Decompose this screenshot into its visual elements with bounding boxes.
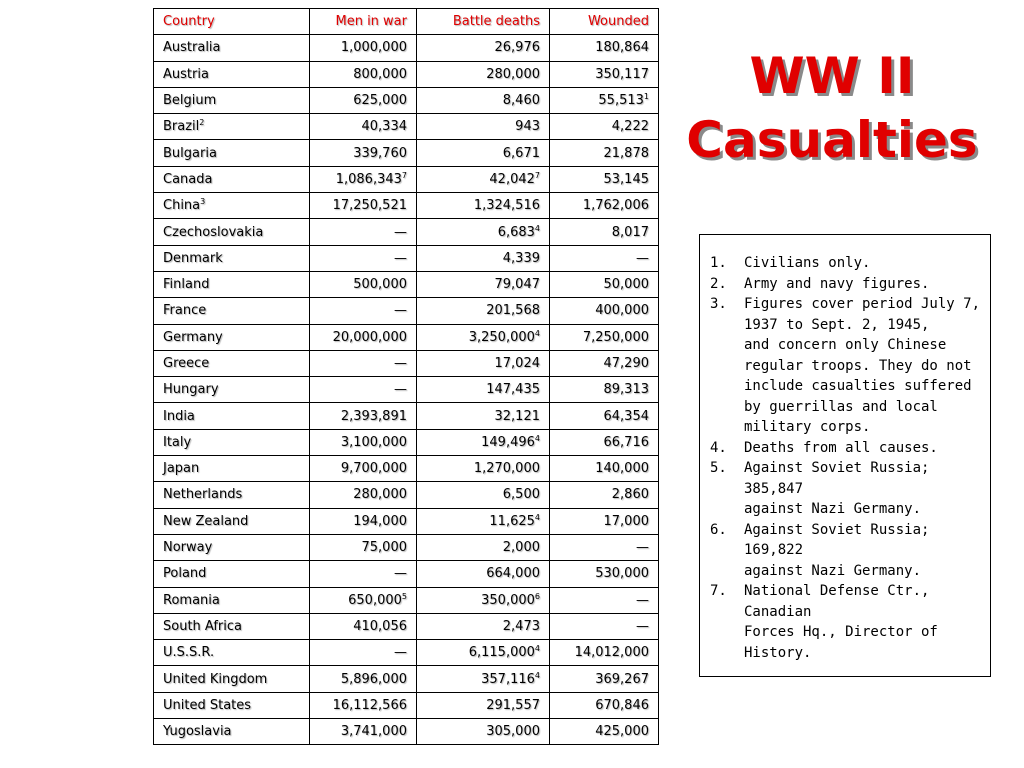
country-cell (154, 87, 310, 113)
men-in-war-cell (310, 61, 417, 87)
footnote-number: 7. (710, 583, 727, 599)
men-in-war-cell-value: 410,056 (353, 618, 407, 634)
wounded-cell-value: 530,000 (595, 566, 649, 582)
footnote-number: 3. (710, 296, 727, 312)
battle-deaths-cell-value: 147,435 (486, 382, 540, 398)
wounded-cell-value: 180,864 (595, 40, 649, 56)
men-in-war-cell (310, 587, 417, 613)
battle-deaths-cell-value: 4,339 (502, 250, 540, 266)
men-in-war-cell (310, 114, 417, 140)
battle-deaths-cell (417, 403, 550, 429)
men-in-war-cell (310, 613, 417, 639)
wounded-cell-value: 140,000 (595, 461, 649, 477)
footnote-number: 5. (710, 460, 727, 476)
wounded-cell-value: 7,250,000 (582, 329, 649, 345)
footnote-marker: 4 (534, 328, 540, 338)
men-in-war-cell (310, 166, 417, 192)
table-row (154, 87, 659, 113)
men-in-war-cell (310, 403, 417, 429)
battle-deaths-cell (417, 692, 550, 718)
country-cell-value: Japan (163, 461, 200, 477)
battle-deaths-cell (417, 298, 550, 324)
footnote-text: Army and navy figures. (744, 275, 930, 292)
men-in-war-cell-value: 800,000 (353, 66, 407, 82)
men-in-war-cell (310, 666, 417, 692)
men-in-war-cell-value: — (394, 566, 407, 582)
men-in-war-cell (310, 35, 417, 61)
men-in-war-cell (310, 193, 417, 219)
table-row (154, 666, 659, 692)
table-row (154, 534, 659, 560)
battle-deaths-cell-value: 32,121 (494, 408, 540, 424)
country-cell-value: Finland (163, 277, 210, 293)
battle-deaths-cell (417, 245, 550, 271)
table-header-row (154, 9, 659, 35)
footnote-text: Against Soviet Russia; 385,847 against Nazi Germany. (744, 460, 930, 517)
battle-deaths-cell (417, 350, 550, 376)
men-in-war-cell-value: 339,760 (353, 145, 407, 161)
battle-deaths-cell-value: 26,976 (494, 40, 540, 56)
country-cell-value: Netherlands (163, 487, 243, 503)
table-row (154, 719, 659, 745)
men-in-war-cell (310, 140, 417, 166)
battle-deaths-cell-value: 350,000 (481, 592, 535, 608)
battle-deaths-cell-value: 291,557 (486, 697, 540, 713)
men-in-war-cell (310, 429, 417, 455)
table-row (154, 114, 659, 140)
battle-deaths-cell (417, 640, 550, 666)
wounded-cell-value: 55,513 (598, 93, 644, 109)
country-cell (154, 456, 310, 482)
wounded-cell-value: 4,222 (611, 119, 649, 135)
country-cell-value: India (163, 408, 195, 424)
country-cell (154, 166, 310, 192)
men-in-war-cell-value: 40,334 (361, 119, 407, 135)
wounded-cell-value: 89,313 (603, 382, 649, 398)
footnote-marker: 4 (534, 223, 540, 233)
men-in-war-cell (310, 482, 417, 508)
wounded-cell-value: 21,878 (603, 145, 649, 161)
men-in-war-cell (310, 692, 417, 718)
wounded-cell (550, 219, 659, 245)
header-men-in-war: Men in war (310, 9, 417, 35)
header-wounded: Wounded (550, 9, 659, 35)
country-cell-value: U.S.S.R. (163, 645, 215, 661)
country-cell-value: Austria (163, 66, 209, 82)
wounded-cell (550, 613, 659, 639)
wounded-cell-value: 400,000 (595, 303, 649, 319)
country-cell-value: France (163, 303, 207, 319)
table-row (154, 193, 659, 219)
wounded-cell (550, 508, 659, 534)
wounded-cell (550, 692, 659, 718)
country-cell-value: Greece (163, 356, 210, 371)
wounded-cell-value: — (636, 250, 649, 266)
men-in-war-cell-value: 1,000,000 (340, 40, 407, 56)
country-cell (154, 613, 310, 639)
battle-deaths-cell (417, 87, 550, 113)
battle-deaths-cell (417, 561, 550, 587)
table-row (154, 613, 659, 639)
country-cell (154, 114, 310, 140)
country-cell (154, 587, 310, 613)
table-row (154, 271, 659, 297)
men-in-war-cell-value: — (394, 250, 407, 266)
header-country: Country (154, 9, 310, 35)
table-row (154, 219, 659, 245)
men-in-war-cell-value: — (394, 645, 407, 661)
wounded-cell (550, 456, 659, 482)
wounded-cell (550, 719, 659, 745)
wounded-cell (550, 271, 659, 297)
battle-deaths-cell-value: 79,047 (494, 277, 540, 293)
battle-deaths-cell-value: 11,625 (489, 513, 535, 529)
wounded-cell-value: — (636, 618, 649, 634)
table-row (154, 429, 659, 455)
battle-deaths-cell-value: 2,000 (502, 540, 540, 556)
battle-deaths-cell (417, 114, 550, 140)
footnote-text: Against Soviet Russia; 169,822 against Nazi Germany. (744, 521, 930, 579)
country-cell-value: Poland (163, 566, 207, 582)
footnote-text: National Defense Ctr., Canadian Forces Hq., Director of History. (744, 583, 938, 661)
battle-deaths-cell (417, 166, 550, 192)
table-row (154, 245, 659, 271)
table-row (154, 350, 659, 376)
men-in-war-cell-value: 2,393,891 (340, 408, 407, 424)
footnote-marker: 6 (534, 591, 540, 601)
battle-deaths-cell-value: 1,324,516 (473, 198, 540, 214)
battle-deaths-cell (417, 534, 550, 560)
battle-deaths-cell-value: 280,000 (486, 66, 540, 82)
men-in-war-cell (310, 508, 417, 534)
wounded-cell-value: — (636, 540, 649, 556)
country-cell (154, 377, 310, 403)
country-cell (154, 140, 310, 166)
casualties-table (153, 8, 659, 745)
wounded-cell (550, 140, 659, 166)
wounded-cell (550, 482, 659, 508)
table-row (154, 640, 659, 666)
title-line-2: Casualties (686, 111, 978, 169)
wounded-cell-value: 50,000 (603, 277, 649, 293)
battle-deaths-cell (417, 35, 550, 61)
men-in-war-cell-value: — (394, 224, 407, 240)
header-battle-deaths: Battle deaths (417, 9, 550, 35)
table-row (154, 61, 659, 87)
wounded-cell-value: 350,117 (595, 66, 649, 82)
men-in-war-cell (310, 245, 417, 271)
country-cell-value: Bulgaria (163, 145, 217, 161)
battle-deaths-cell-value: 201,568 (486, 303, 540, 319)
wounded-cell (550, 324, 659, 350)
wounded-cell (550, 87, 659, 113)
footnote-marker: 4 (534, 670, 540, 680)
men-in-war-cell (310, 87, 417, 113)
men-in-war-cell-value: 280,000 (353, 487, 407, 503)
battle-deaths-cell-value: 2,473 (502, 618, 540, 634)
footnote-text: Civilians only. (744, 255, 871, 271)
table-row (154, 140, 659, 166)
footnote-number: 4. (710, 439, 727, 456)
footnote-marker: 2 (199, 118, 205, 128)
wounded-cell (550, 403, 659, 429)
country-cell (154, 692, 310, 718)
table-row (154, 561, 659, 587)
wounded-cell-value: 1,762,006 (582, 198, 649, 214)
battle-deaths-cell-value: 943 (515, 119, 540, 135)
men-in-war-cell (310, 324, 417, 350)
men-in-war-cell-value: 1,086,343 (335, 171, 402, 187)
footnote-marker: 5 (401, 591, 407, 601)
table-row (154, 587, 659, 613)
battle-deaths-cell-value: 42,042 (489, 171, 535, 187)
men-in-war-cell-value: — (394, 356, 407, 371)
wounded-cell (550, 666, 659, 692)
wounded-cell (550, 166, 659, 192)
battle-deaths-cell (417, 193, 550, 219)
men-in-war-cell (310, 561, 417, 587)
wounded-cell (550, 377, 659, 403)
country-cell (154, 640, 310, 666)
country-cell (154, 719, 310, 745)
men-in-war-cell (310, 271, 417, 297)
wounded-cell (550, 193, 659, 219)
footnote-item (710, 581, 982, 663)
battle-deaths-cell-value: 3,250,000 (468, 329, 535, 345)
country-cell (154, 482, 310, 508)
men-in-war-cell (310, 350, 417, 376)
footnote-marker: 4 (534, 512, 540, 522)
footnote-marker: 3 (200, 197, 206, 207)
table-row (154, 508, 659, 534)
country-cell-value: Germany (163, 329, 223, 345)
footnote-item (710, 294, 982, 438)
wounded-cell-value: 2,860 (611, 487, 649, 503)
footnote-item (710, 458, 982, 520)
country-cell (154, 534, 310, 560)
battle-deaths-cell-value: 1,270,000 (473, 461, 540, 477)
country-cell (154, 245, 310, 271)
wounded-cell-value: 369,267 (595, 671, 649, 687)
battle-deaths-cell (417, 456, 550, 482)
country-cell (154, 219, 310, 245)
country-cell (154, 298, 310, 324)
country-cell (154, 350, 310, 376)
men-in-war-cell-value: 650,000 (348, 592, 402, 608)
footnote-marker: 1 (643, 92, 649, 102)
country-cell (154, 561, 310, 587)
men-in-war-cell (310, 640, 417, 666)
men-in-war-cell-value: 16,112,566 (332, 697, 407, 713)
men-in-war-cell (310, 534, 417, 560)
footnote-number: 1. (710, 255, 727, 271)
men-in-war-cell-value: 500,000 (353, 277, 407, 293)
footnote-number: 6. (710, 521, 727, 538)
battle-deaths-cell (417, 429, 550, 455)
men-in-war-cell-value: 625,000 (353, 93, 407, 109)
footnote-item (710, 274, 982, 295)
wounded-cell-value: — (636, 592, 649, 608)
country-cell-value: Canada (163, 171, 213, 187)
wounded-cell-value: 670,846 (595, 697, 649, 713)
table-row (154, 692, 659, 718)
table-row (154, 403, 659, 429)
men-in-war-cell-value: 3,100,000 (340, 434, 407, 450)
footnote-item (710, 438, 982, 459)
table-row (154, 166, 659, 192)
footnote-marker: 4 (534, 433, 540, 443)
men-in-war-cell (310, 219, 417, 245)
men-in-war-cell-value: 194,000 (353, 513, 407, 529)
men-in-war-cell-value: 17,250,521 (332, 198, 407, 214)
country-cell-value: South Africa (163, 618, 242, 634)
battle-deaths-cell-value: 664,000 (486, 566, 540, 582)
page-title (672, 44, 992, 172)
battle-deaths-cell-value: 17,024 (494, 356, 540, 371)
battle-deaths-cell-value: 6,683 (497, 224, 535, 240)
country-cell (154, 403, 310, 429)
country-cell-value: Norway (163, 540, 213, 556)
battle-deaths-cell-value: 357,116 (481, 671, 535, 687)
battle-deaths-cell-value: 149,496 (481, 434, 535, 450)
wounded-cell-value: 66,716 (603, 434, 649, 450)
country-cell-value: Denmark (163, 250, 223, 266)
battle-deaths-cell-value: 6,115,000 (468, 645, 535, 661)
country-cell (154, 35, 310, 61)
country-cell-value: Hungary (163, 382, 219, 398)
footnote-item (710, 520, 982, 582)
country-cell-value: New Zealand (163, 513, 249, 529)
country-cell-value: Italy (163, 434, 192, 450)
table-row (154, 482, 659, 508)
wounded-cell-value: 8,017 (611, 224, 649, 240)
battle-deaths-cell (417, 271, 550, 297)
country-cell (154, 666, 310, 692)
wounded-cell (550, 561, 659, 587)
footnote-text: Figures cover period July 7, 1937 to Sept. 2, 1945, and concern only Chinese regular troops. They do not include casualties suffered by guerrillas and local military corps. (744, 296, 981, 435)
title-line-1: WW II (749, 47, 915, 105)
wounded-cell-value: 17,000 (603, 513, 649, 529)
country-cell (154, 193, 310, 219)
wounded-cell (550, 114, 659, 140)
country-cell-value: United States (163, 697, 252, 713)
table-row (154, 324, 659, 350)
country-cell-value: Brazil (163, 119, 200, 135)
wounded-cell-value: 47,290 (603, 356, 649, 371)
wounded-cell-value: 53,145 (603, 171, 649, 187)
men-in-war-cell-value: 3,741,000 (340, 724, 407, 740)
table-row (154, 456, 659, 482)
men-in-war-cell (310, 719, 417, 745)
wounded-cell (550, 35, 659, 61)
table-row (154, 35, 659, 61)
battle-deaths-cell-value: 6,671 (502, 145, 540, 161)
battle-deaths-cell (417, 613, 550, 639)
wounded-cell-value: 14,012,000 (574, 645, 649, 661)
men-in-war-cell-value: 5,896,000 (340, 671, 407, 687)
battle-deaths-cell (417, 324, 550, 350)
men-in-war-cell-value: 20,000,000 (332, 329, 407, 345)
country-cell (154, 61, 310, 87)
battle-deaths-cell (417, 719, 550, 745)
country-cell-value: Czechoslovakia (163, 224, 264, 240)
wounded-cell (550, 640, 659, 666)
wounded-cell-value: 64,354 (603, 408, 649, 424)
country-cell-value: Romania (163, 592, 220, 608)
footnote-text: Deaths from all causes. (744, 439, 938, 456)
table-body (154, 35, 659, 745)
country-cell (154, 271, 310, 297)
battle-deaths-cell (417, 587, 550, 613)
footnote-item (710, 253, 982, 274)
battle-deaths-cell-value: 6,500 (502, 487, 540, 503)
country-cell-value: Australia (163, 40, 221, 56)
men-in-war-cell-value: 75,000 (361, 540, 407, 556)
men-in-war-cell-value: — (394, 382, 407, 398)
country-cell (154, 429, 310, 455)
country-cell (154, 508, 310, 534)
battle-deaths-cell (417, 482, 550, 508)
men-in-war-cell (310, 456, 417, 482)
footnote-marker: 7 (534, 170, 540, 180)
battle-deaths-cell (417, 508, 550, 534)
country-cell (154, 324, 310, 350)
battle-deaths-cell (417, 377, 550, 403)
country-cell-value: United Kingdom (163, 671, 268, 687)
battle-deaths-cell (417, 140, 550, 166)
footnote-marker: 7 (401, 170, 407, 180)
battle-deaths-cell (417, 61, 550, 87)
footnotes-list (710, 253, 982, 663)
wounded-cell (550, 298, 659, 324)
men-in-war-cell-value: 9,700,000 (340, 461, 407, 477)
men-in-war-cell-value: — (394, 303, 407, 319)
men-in-war-cell (310, 377, 417, 403)
men-in-war-cell (310, 298, 417, 324)
country-cell-value: Belgium (163, 93, 217, 109)
wounded-cell (550, 350, 659, 376)
wounded-cell-value: 425,000 (595, 724, 649, 740)
table-row (154, 377, 659, 403)
wounded-cell (550, 245, 659, 271)
country-cell-value: Yugoslavia (163, 724, 232, 740)
wounded-cell (550, 429, 659, 455)
battle-deaths-cell (417, 666, 550, 692)
wounded-cell (550, 534, 659, 560)
battle-deaths-cell-value: 305,000 (486, 724, 540, 740)
battle-deaths-cell (417, 219, 550, 245)
battle-deaths-cell-value: 8,460 (502, 93, 540, 109)
footnotes-box (699, 234, 991, 677)
wounded-cell (550, 587, 659, 613)
table-row (154, 298, 659, 324)
footnote-number: 2. (710, 275, 727, 292)
country-cell-value: China (163, 198, 201, 214)
footnote-marker: 4 (534, 644, 540, 654)
wounded-cell (550, 61, 659, 87)
